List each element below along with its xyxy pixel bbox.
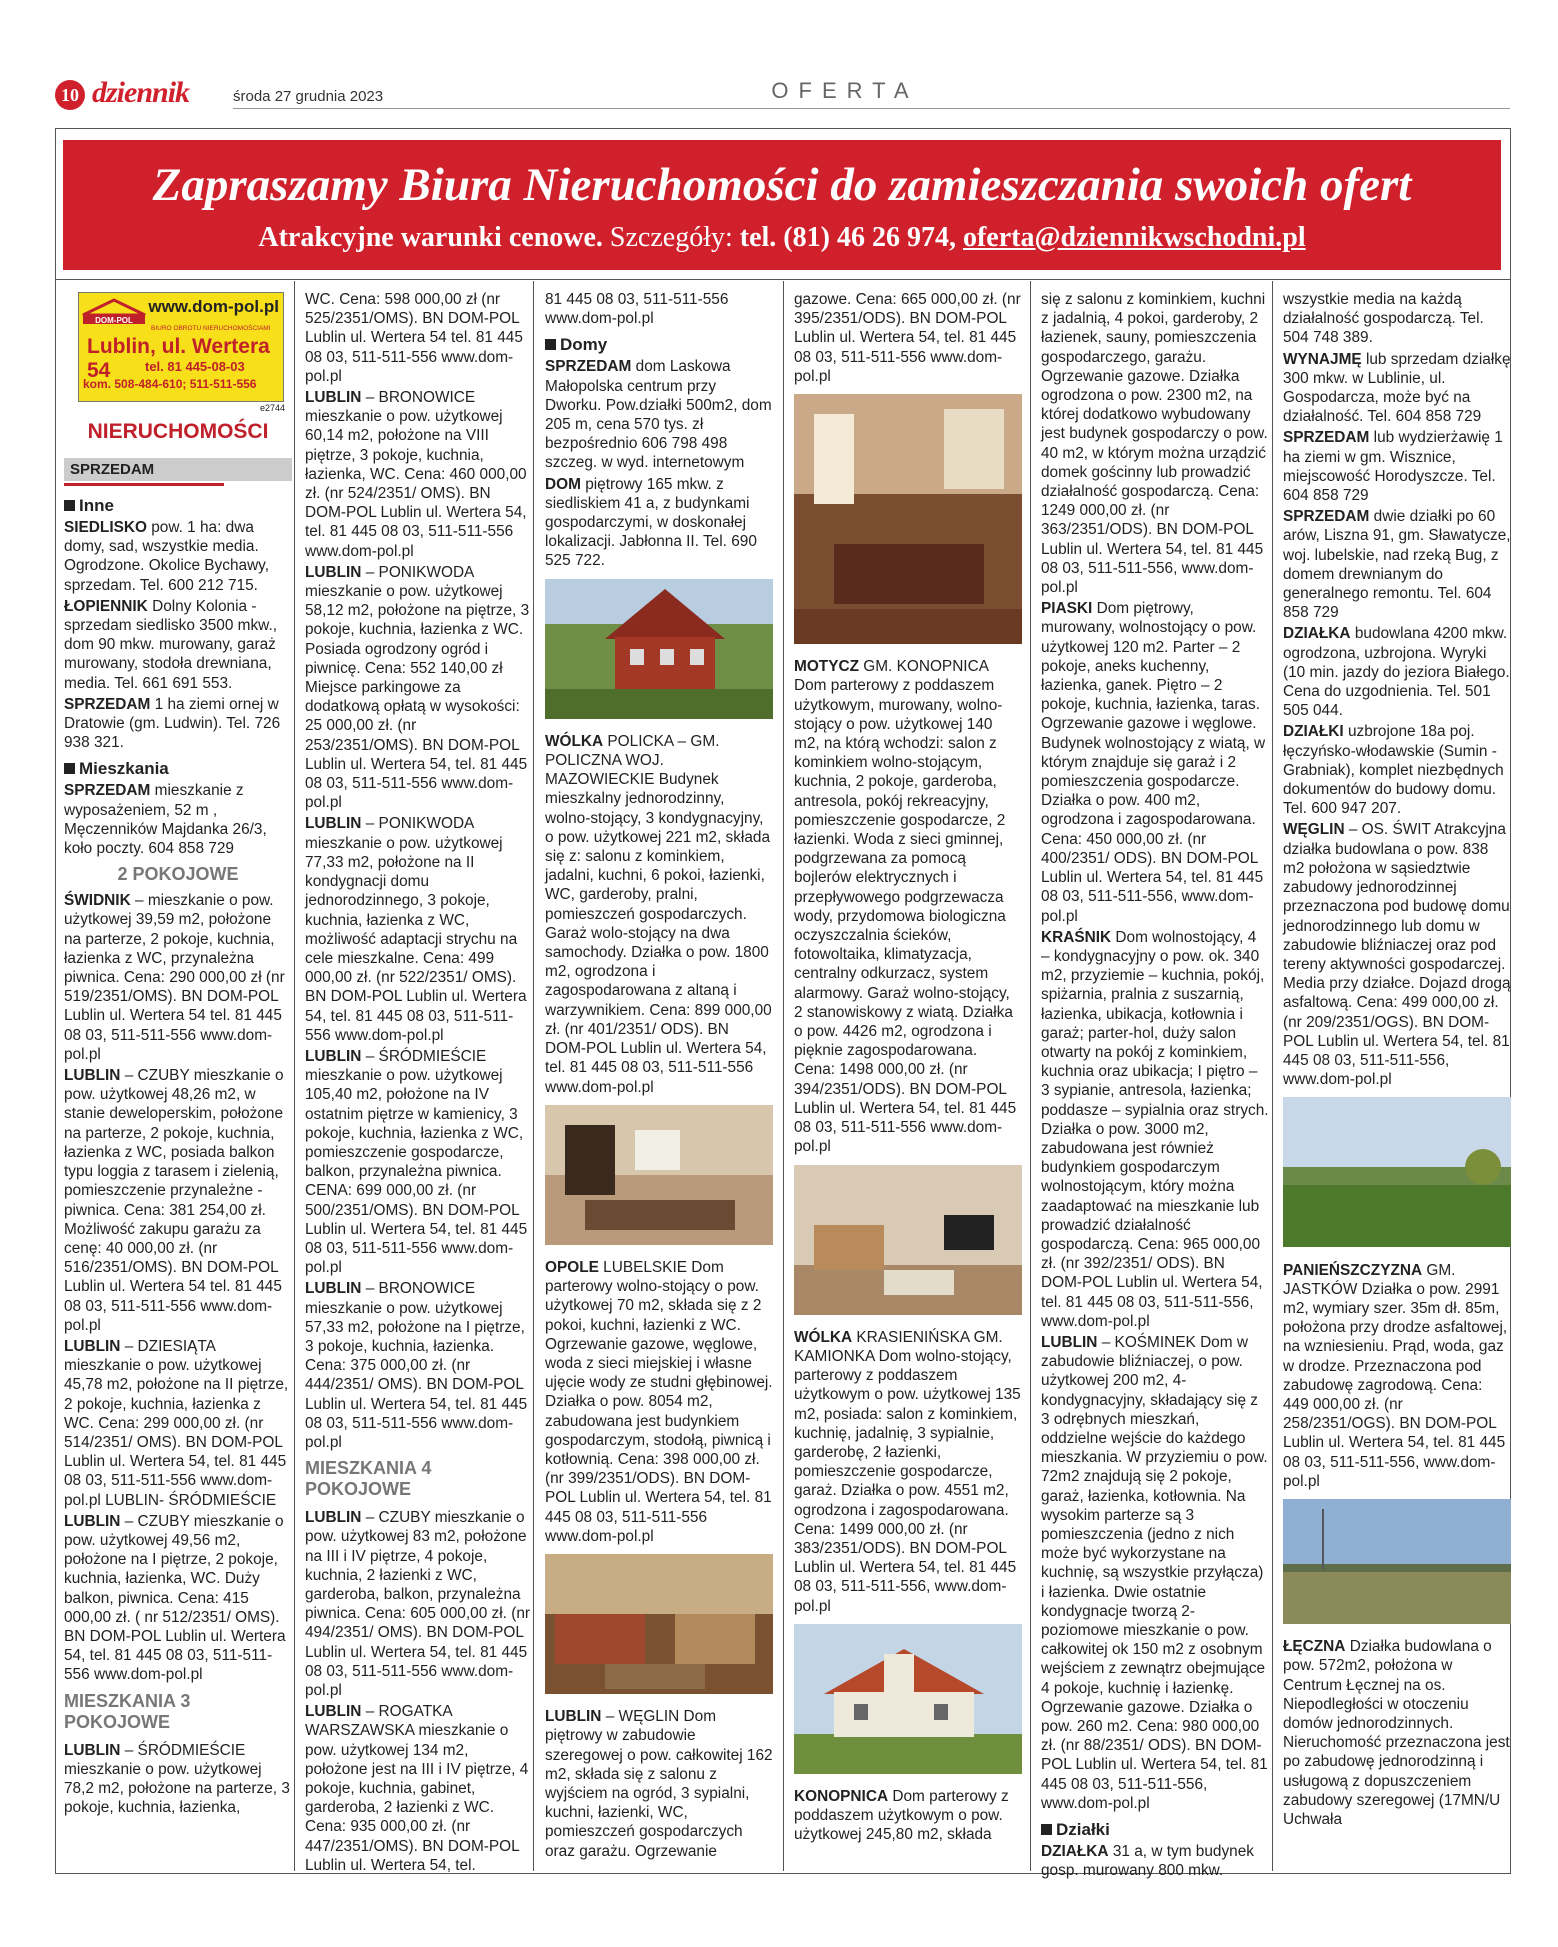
- listing: PANIEŃSZCZYZNA GM. JASTKÓW Działka o pow. 2991 m2, wymiary szer. 35m dł. 85m, położona przy drodze asfaltowej, na wzniesieniu. Prąd, woda, gaz w drodze. Przeznaczona pod zabudowę zagrodową. Cena: 449 000,00 zł. (nr 258/2351/OGS). BN DOM-POL Lublin ul. Wertera 54, tel. 81 445 08 03, 511-511-556, www.dom-pol.pl: [1283, 1261, 1508, 1490]
- listing: LUBLIN – PONIKWODA mieszkanie o pow. użytkowej 77,33 m2, położone na II kondygnacji domu jednorodzinnego, 3 pokoje, kuchnia, łazienka z WC, możliwość adaptacji strychu na cele mieszkalne. Cena: 499 000,00 zł. (nr 522/2351/ OMS). BN DOM-POL Lublin ul. Wertera 54, tel. 81 445 08 03, 511-511-556 www.dom-pol.pl: [305, 815, 527, 1044]
- square-bullet-icon: [1041, 1824, 1052, 1835]
- listing: SPRZEDAM mieszkanie z wyposażeniem, 52 m , Męczenników Majdanka 26/3, koło poczty. 604 858 729: [64, 782, 267, 858]
- dom-pol-advert[interactable]: [78, 292, 285, 413]
- banner-rule: [55, 279, 1511, 280]
- interior-photo: [794, 394, 1022, 644]
- issue-date: środa 27 grudnia 2023: [233, 88, 384, 105]
- listing: DZIAŁKA 31 a, w tym budynek gosp. murowany 800 mkw.: [1041, 1843, 1254, 1880]
- subsection-heading: MIESZKANIA 3 POKOJOWE: [64, 1690, 191, 1732]
- listing: LUBLIN – BRONOWICE mieszkanie o pow. użytkowej 57,33 m2, położone na I piętrze, 3 pokoje, kuchnia, łazienka. Cena: 375 000,00 zł. (nr 444/2351/ OMS). BN DOM-POL Lublin ul. Wertera 54, tel. 81 445 08 03, 511-511-556 www.dom-pol.pl: [305, 1280, 528, 1451]
- column-divider: [1272, 281, 1273, 1871]
- interior-photo: [794, 1165, 1022, 1315]
- listing: SIEDLISKO pow. 1 ha: dwa domy, sad, wszystkie media. Ogrodzone. Okolice Bychawy, sprzedam. Tel. 600 212 715.: [64, 519, 270, 594]
- square-bullet-icon: [64, 500, 75, 511]
- land-photo: [1283, 1499, 1511, 1624]
- listing: WC. Cena: 598 000,00 zł (nr 525/2351/OMS). BN DOM-POL Lublin ul. Wertera 54 tel. 81 445 08 03, 511-511-556 www.dom-pol.pl: [305, 291, 523, 385]
- listing: wszystkie media na każdą działalność gospodarczą. Tel. 504 748 389.: [1283, 291, 1484, 347]
- listing: WYNAJMĘ lub sprzedam działkę 300 mkw. w Lublinie, ul. Gospodarcza, może być na działalność. Tel. 604 858 729: [1283, 350, 1511, 426]
- red-underline: [64, 483, 224, 486]
- banner-tel: tel. (81) 46 26 974,: [739, 222, 956, 253]
- listing: LUBLIN – DZIESIĄTA mieszkanie o pow. użytkowej 45,78 m2, położone na II piętrze, 2 pokoje, kuchnia, łazienka z WC. Cena: 299 000,00 zł. (nr 514/2351/ OMS). BN DOM-POL Lublin ul. Wertera 54, tel. 81 445 08 03, 511-511-556 www.dom-pol.pl LUBLIN- ŚRÓDMIEŚCIE: [64, 1337, 289, 1509]
- listing: WÓLKA KRASIENIŃSKA GM. KAMIONKA Dom wolno-stojący, parterowy z poddaszem użytkowym o pow. użytkowej 135 m2, posiada: salon z kominkiem, kuchnię, jadalnię, 3 sypialnie, garderobę, 2 łazienki, pomieszczenie gospodarcze, garaż. Działka o pow. 4551 m2, ogrodzona i zagospodarowana. Cena: 1499 000,00 zł. (nr 383/2351/ODS). BN DOM-POL Lublin ul. Wertera 54, tel. 81 445 08 03, 511-511-556, www.dom-pol.pl: [794, 1328, 1021, 1615]
- listing: gazowe. Cena: 665 000,00 zł. (nr 395/2351/ODS). BN DOM-POL Lublin ul. Wertera 54, tel. 81 445 08 03, 511-511-556 www.dom-pol.pl: [794, 291, 1021, 385]
- listing: 81 445 08 03, 511-511-556 www.dom-pol.pl: [545, 291, 729, 328]
- listing: LUBLIN – ŚRÓDMIEŚCIE mieszkanie o pow. użytkowej 105,40 m2, położone na IV ostatnim piętrze w kamienicy, 3 pokoje, kuchnia, łazienka z WC, pomieszczenie gospodarcze, balkon, przynależna piwnica. CENA: 699 000,00 zł. (nr 500/2351/OMS). BN DOM-POL Lublin ul. Wertera 54, tel. 81 445 08 03, 511-511-556 www.dom-pol.pl: [305, 1047, 528, 1277]
- house-logo-icon: [81, 297, 147, 329]
- listing: PIASKI Dom piętrowy, murowany, wolnostojący o pow. użytkowej 120 m2. Parter – 2 pokoje, aneks kuchenny, łazienka, ganek. Piętro – 2 pokoje, kuchnia, łazienka, taras. Ogrzewanie gazowe i węglowe. Budynek wolnostojący z wiatą, w którym znajduje się garaż i 2 pomieszczenia gospodarcze. Działka o pow. 400 m2, ogrodzona i zagospodarowana. Cena: 450 000,00 zł. (nr 400/2351/ ODS). BN DOM-POL Lublin ul. Wertera 54, tel. 81 445 08 03, 511-511-556, www.dom-pol.pl: [1041, 600, 1266, 925]
- column-5: [1041, 290, 1269, 1882]
- listing: LUBLIN – CZUBY mieszkanie o pow. użytkowej 83 m2, położone na III i IV piętrze, 4 pokoje, kuchnia, 2 łazienki z WC, garderoba, balkon, przynależna piwnica. Cena: 605 000,00 zł. (nr 494/2351/ OMS). BN DOM-POL Lublin ul. Wertera 54, tel. 81 445 08 03, 511-511-556 www.dom-pol.pl: [305, 1509, 531, 1700]
- page-header: [55, 78, 1510, 114]
- column-divider: [294, 281, 295, 1871]
- ad-address: Lublin, ul. Wertera 54: [87, 335, 270, 382]
- listing: KONOPNICA Dom parterowy z poddaszem użytkowym o pow. użytkowej 245,80 m2, składa: [794, 1787, 1009, 1844]
- listing: ŁOPIENNIK Dolny Kolonia - sprzedam siedlisko 3500 mkw., dom 90 mkw. murowany, garaż murowany, stodoła drewniana, media. Tel. 661 691 553.: [64, 597, 277, 692]
- listing: LUBLIN – BRONOWICE mieszkanie o pow. użytkowej 60,14 m2, położone na VIII piętrze, 3 pokoje, kuchnia, łazienka, WC. Cena: 460 000,00 zł. (nr 524/2351/ OMS). BN DOM-POL Lublin ul. Wertera 54, tel. 81 445 08 03, 511-511-556 www.dom-pol.pl: [305, 389, 527, 560]
- column-3: [545, 290, 773, 1863]
- subsection-heading: 2 POKOJOWE: [117, 864, 239, 885]
- listing: OPOLE LUBELSKIE Dom parterowy wolno-stojący o pow. użytkowej 70 m2, składa się z 2 pokoi, kuchni, łazienki z WC. Ogrzewanie gazowe, węglowe, woda z sieci miejskiej i własne ujęcie wody ze studni głębinowej. Działka o pow. 8054 m2, zabudowana jest budynkiem gospodarczym, stodołą, piwnicą i kotłownią. Cena: 398 000,00 zł. (nr 399/2351/ODS). BN DOM-POL Lublin ul. Wertera 54, tel. 81 445 08 03, 511-511-556 www.dom-pol.pl: [545, 1258, 773, 1545]
- listing: DZIAŁKI uzbrojone 18a poj. łęczyńsko-włodawskie (Sumin - Grabniak), komplet niezbędnych dokumentów do budowy domu. Tel. 600 947 207.: [1283, 723, 1504, 818]
- listing: LUBLIN – CZUBY mieszkanie o pow. użytkowej 48,26 m2, w stanie deweloperskim, położone na parterze, 2 pokoje, kuchnia, łazienka z WC, posiada balkon typu loggia z tarasem i zielenią, pomieszczenie przynależne - piwnica. Cena: 381 254,00 zł. Możliwość zakupu garażu za cenę: 40 000,00 zł. (nr 516/2351/OMS). BN DOM-POL Lublin ul. Wertera 54 tel. 81 445 08 03, 511-511-556 www.dom-pol.pl: [64, 1067, 284, 1334]
- section-heading: Mieszkania: [64, 759, 292, 779]
- listing: LUBLIN – WĘGLIN Dom piętrowy w zabudowie szeregowej o pow. całkowitej 162 m2, składa się z salonu z wyjściem na ogród, 3 sypialni, kuchni, łazienki, WC, pomieszczeń gospodarczych oraz garażu. Ogrzewanie: [545, 1708, 773, 1860]
- listing: ŁĘCZNA Działka budowlana o pow. 572m2, położona w Centrum Łęcznej na os. Niepodległości w otoczeniu domów jednorodzinnych. Nieruchomość przeznaczona jest po zabudowę jednorodzinną i usługową z dopuszczeniem zabudowy szeregowej (17MN/U Uchwała: [1283, 1638, 1510, 1828]
- subsection-heading: MIESZKANIA 4 POKOJOWE: [305, 1458, 432, 1500]
- interior-photo: [545, 1554, 773, 1694]
- listing: SPRZEDAM dom Laskowa Małopolska centrum przy Dworku. Pow.działki 500m2, dom 205 m, cena 570 tys. zł bezpośrednio 606 798 498 szczeg. w wyd. internetowym: [545, 358, 772, 472]
- listing: WÓLKA POLICKA – GM. POLICZNA WOJ. MAZOWIECKIE Budynek mieszkalny jednorodzinny, wolno-stojący, 3 kondygnacyjny, o pow. użytkowej 221 m2, składa się z: salonu z kominkiem, jadalni, kuchni, 6 pokoi, łazienki, WC, garderoby, pralni, pomieszczeń gospodarczych. Garaż wolo-stojący na dwa samochody. Działka o pow. 1800 m2, ogrodzona i zagospodarowana z altaną i warzywnikiem. Cena: 899 000,00 zł. (nr 401/2351/ ODS). BN DOM-POL Lublin ul. Wertera 54, tel. 81 445 08 03, 511-511-556 www.dom-pol.pl: [545, 732, 772, 1096]
- interior-photo: [545, 1105, 773, 1245]
- square-bullet-icon: [545, 339, 556, 350]
- ad-mobile: kom. 508-484-610; 511-511-556: [83, 377, 257, 391]
- section-title: OFERTA: [771, 78, 919, 103]
- banner-sub-text: Szczegóły:: [602, 222, 740, 253]
- listing: WĘGLIN – OS. ŚWIT Atrakcyjna działka budowlana o pow. 838 m2 położona w sąsiedztwie zabudowy jednorodzinnej przeznaczona pod budowę domu jednorodzinnego lub domu w zabudowie bliźniaczej oraz pod tereny aktywności gospodarczej. Media przy działce. Dojazd drogą asfaltową. Cena: 499 000,00 zł. (nr 209/2351/OGS). BN DOM-POL Lublin ul. Wertera 54, tel. 81 445 08 03, 511-511-556, www.dom-pol.pl: [1283, 821, 1511, 1089]
- column-divider: [1030, 281, 1031, 1871]
- listing: DOM piętrowy 165 mkw. z siedliskiem 41 a, z budynkami gospodarczymi, w doskonałej lokalizacji. Jabłonna II. Tel. 690 525 722.: [545, 475, 757, 570]
- house-photo: [545, 579, 773, 719]
- subcategory-bar: SPRZEDAM: [64, 458, 292, 481]
- header-rule: [233, 108, 1510, 109]
- column-divider: [533, 281, 534, 1871]
- listing: LUBLIN – PONIKWODA mieszkanie o pow. użytkowej 58,12 m2, położone na piętrze, 3 pokoje, kuchnia, łazienka z WC. Posiada ogrodzony ogród i piwnicę. Cena: 552 140,00 zł Miejsce parkingowe za dodatkową opłatą w wysokości: 25 000,00 zł. (nr 253/2351/OMS). BN DOM-POL Lublin ul. Wertera 54, tel. 81 445 08 03, 511-511-556 www.dom-pol.pl: [305, 563, 530, 812]
- section-heading: Domy: [545, 335, 773, 355]
- banner-subtitle: [63, 222, 1501, 254]
- ad-code: e2744: [259, 403, 285, 413]
- promo-banner: [63, 140, 1501, 270]
- column-divider: [783, 281, 784, 1871]
- ad-website: www.dom-pol.pl: [148, 297, 279, 316]
- newspaper-logo: dziennik: [92, 76, 190, 109]
- ad-biuro: BIURO OBROTU NIERUCHOMOŚCIAMI: [151, 325, 271, 332]
- listing: LUBLIN – ROGATKA WARSZAWSKA mieszkanie o pow. użytkowej 134 m2, położone jest na III i IV piętrze, 4 pokoje, kuchnia, gabinet, garderoba, 2 łazienki z WC. Cena: 935 000,00 zł. (nr 447/2351/OMS). BN DOM-POL Lublin ul. Wertera 54, tel.: [305, 1703, 529, 1874]
- listing: się z salonu z kominkiem, kuchni z jadalnią, 4 pokoi, garderoby, 2 łazienek, sauny, pomieszczenia gospodarczego, garażu. Ogrzewanie gazowe. Działka ogrodzona o pow. 2300 m2, na której dodatkowo wybudowany jest budynek gospodarczy o pow. 40 m2, w którym można urządzić domek gościnny lub prowadzić działalność gospodarczą. Cena: 1249 000,00 zł. (nr 363/2351/ODS). BN DOM-POL Lublin ul. Wertera 54, tel. 81 445 08 03, 511-511-556, www.dom-pol.pl: [1041, 291, 1268, 597]
- banner-title: Zapraszamy Biura Nieruchomości do zamieszczania swoich ofert: [152, 159, 1412, 211]
- section-heading: Inne: [64, 496, 292, 516]
- square-bullet-icon: [64, 763, 75, 774]
- house-photo: [794, 1624, 1022, 1774]
- listing: LUBLIN – ŚRÓDMIEŚCIE mieszkanie o pow. użytkowej 78,2 m2, położone na parterze, 3 pokoje, kuchnia, łazienka,: [64, 1741, 290, 1817]
- page-number: 10: [55, 80, 85, 110]
- listing: DZIAŁKA budowlana 4200 mkw. ogrodzona, uzbrojona. Wyryki (10 min. jazdy do jeziora Białego. Cena do uzgodnienia. Tel. 501 505 044.: [1283, 625, 1510, 720]
- land-photo: [1283, 1097, 1511, 1247]
- listing: SPRZEDAM dwie działki po 60 arów, Liszna 91, gm. Sławatycze, woj. lubelskie, nad rzeką Bug, z domem drewnianym do generalnego remontu. Tel. 604 858 729: [1283, 508, 1511, 622]
- listing: MOTYCZ GM. KONOPNICA Dom parterowy z poddaszem użytkowym, murowany, wolno-stojący o pow. użytkowej 140 m2, na którą wchodzi: salon z kominkiem wolno-stojącym, kuchnia, 2 pokoje, garderoba, antresola, pokój rekreacyjny, pomieszczenie gospodarcze, 2 łazienki. Woda z sieci gminnej, podgrzewana za pomocą bojlerów elektrycznych i przepływowego podgrzewacza wody, przydomowa biologiczna oczyszczalnia ścieków, fotowoltaika, klimatyzacja, centralny odkurzacz, system alarmowy. Garaż wolno-stojący, 2 stanowiskowy z wiatą. Działka o pow. 4426 m2, ogrodzona i pięknie zagospodarowana. Cena: 1498 000,00 zł. (nr 394/2351/ODS). BN DOM-POL Lublin ul. Wertera 54, tel. 81 445 08 03, 511-511-556 www.dom-pol.pl: [794, 658, 1017, 1156]
- ad-brand: DOM-POL: [95, 316, 133, 325]
- section-heading: Działki: [1041, 1820, 1269, 1840]
- listing: ŚWIDNIK – mieszkanie o pow. użytkowej 39,59 m2, położone na parterze, 2 pokoje, kuchnia, łazienka z WC, przynależna piwnica. Cena: 290 000,00 zł (nr 519/2351/OMS). BN DOM-POL Lublin ul. Wertera 54 tel. 81 445 08 03, 511-511-556 www.dom-pol.pl: [64, 892, 285, 1063]
- listing: LUBLIN – KOŚMINEK Dom w zabudowie bliźniaczej, o pow. użytkowej 200 m2, 4-kondygnacyjny, składający się z 3 odrębnych mieszkań, oddzielne wejście do każdego mieszkania. W przyziemiu o pow. 72m2 znajdują się 2 pokoje, garaż, łazienka, kotłownia. Na wysokim parterze są 3 pomieszczenia (jedno z nich może być wykorzystane na kuchnię, są wszystkie przyłącza) i łazienka. Dwie ostatnie kondygnacje tworzą 2-poziomowe mieszkanie o pow. całkowitej ok 150 m2 z osobnym wejściem z zewnątrz obejmujące 4 pokoje, kuchnię i łazienkę. Ogrzewanie gazowe. Działka o pow. 260 m2. Cena: 980 000,00 zł. (nr 88/2351/ ODS). BN DOM-POL Lublin ul. Wertera 54, tel. 81 445 08 03, 511-511-556, www.dom-pol.pl: [1041, 1333, 1268, 1812]
- category-heading: NIERUCHOMOŚCI: [87, 420, 269, 443]
- ad-phone: tel. 81 445-08-03: [145, 359, 245, 374]
- listing: KRAŚNIK Dom wolnostojący, 4 – kondygnacyjny o pow. ok. 340 m2, przyziemie – kuchnia, pokój, spiżarnia, pralnia z suszarnią, łazienka, ubikacja, kotłownia i garaż; parter-hol, duży salon otwarty na pokój z kominkiem, kuchnia oraz ubikacja; I piętro – 3 sypianie, antresola, łazienka; poddasze – sypialnia oraz strych. Działka o pow. 3000 m2, zabudowana jest również budynkiem gospodarczym wolnostojącym, który można zaadaptować na mieszkanie lub prowadzić działalność gospodarczą. Cena: 965 000,00 zł. (nr 392/2351/ ODS). BN DOM-POL Lublin ul. Wertera 54, tel. 81 445 08 03, 511-511-556, www.dom-pol.pl: [1041, 928, 1269, 1330]
- listing: SPRZEDAM 1 ha ziemi ornej w Dratowie (gm. Ludwin). Tel. 726 938 321.: [64, 695, 281, 752]
- listing: LUBLIN – CZUBY mieszkanie o pow. użytkowej 49,56 m2, położone na I piętrze, 2 pokoje, kuchnia, łazienka, WC. Duży balkon, piwnica. Cena: 415 000,00 zł. ( nr 512/2351/ OMS). BN DOM-POL Lublin ul. Wertera 54, tel. 81 445 08 03, 511-511-556 www.dom-pol.pl: [64, 1512, 286, 1684]
- banner-email-link[interactable]: oferta@dziennikwschodni.pl: [962, 222, 1306, 253]
- column-4: [794, 290, 1022, 1847]
- listing: SPRZEDAM lub wydzierżawię 1 ha ziemi w gm. Wisznice, miejscowość Horodyszcze. Tel. 604 858 729: [1283, 429, 1503, 505]
- banner-sub-bold: Atrakcyjne warunki cenowe.: [258, 222, 603, 253]
- column-6: [1283, 290, 1511, 1831]
- column-2: [305, 290, 533, 1877]
- column-1: [64, 290, 292, 1819]
